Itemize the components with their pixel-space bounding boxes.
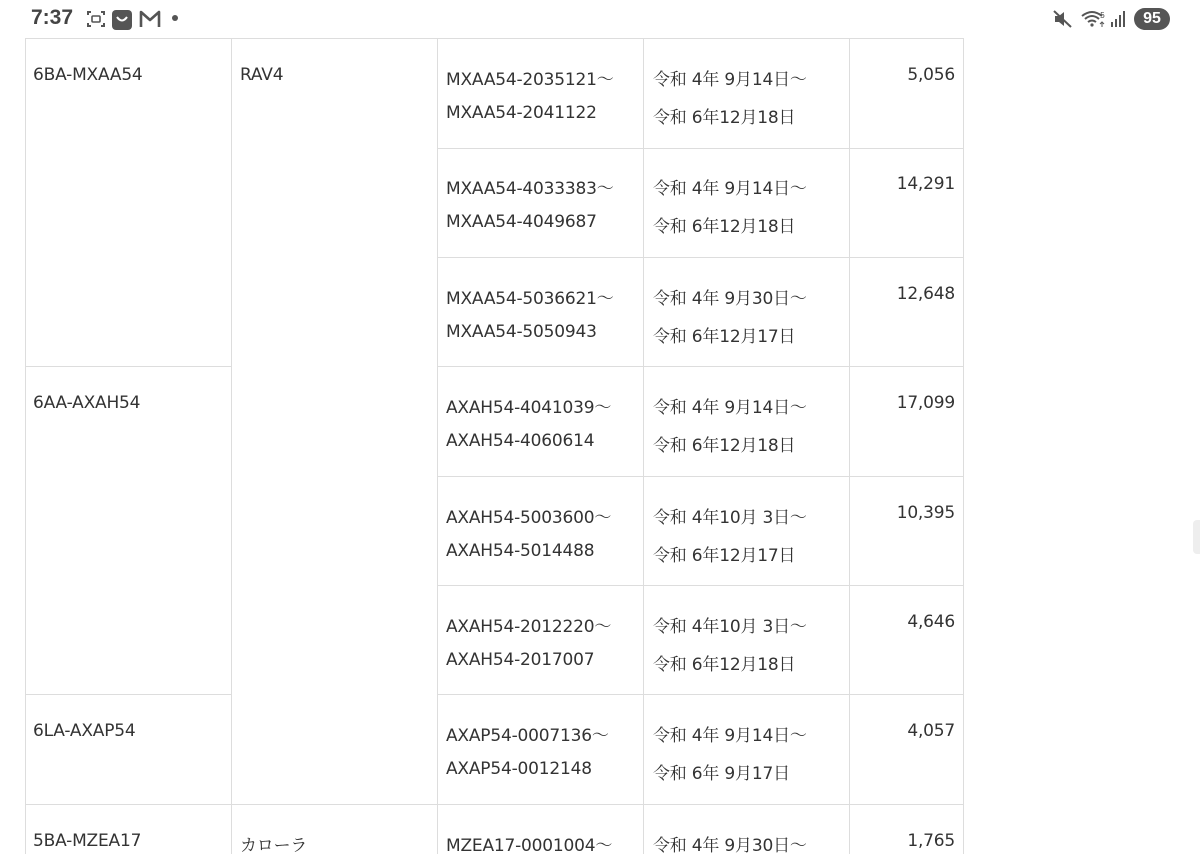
- date-to-cell: 令和 6年 9月17日: [653, 764, 790, 784]
- type-cell: 6BA-MXAA54: [33, 65, 143, 85]
- date-from-cell: 令和 4年 9月14日〜: [653, 398, 807, 418]
- serial-to-cell: MXAA54-4049687: [446, 212, 597, 232]
- svg-text:5: 5: [1100, 11, 1106, 20]
- gmail-icon: [139, 9, 161, 29]
- serial-to-cell: AXAH54-2017007: [446, 650, 595, 670]
- scroll-edge-handle[interactable]: [1193, 520, 1200, 554]
- serial-from-cell: MZEA17-0001004〜: [446, 836, 613, 856]
- mute-icon: [1052, 9, 1074, 29]
- count-cell: 5,056: [907, 65, 955, 85]
- date-to-cell: 令和 6年12月18日: [653, 436, 796, 456]
- signal-icon: [1110, 9, 1128, 29]
- count-cell: 14,291: [896, 174, 955, 194]
- serial-from-cell: MXAA54-2035121〜: [446, 70, 614, 90]
- battery-indicator: 95: [1134, 8, 1170, 30]
- screenshot-icon: [86, 9, 106, 29]
- serial-to-cell: MXAA54-5050943: [446, 322, 597, 342]
- status-time: 7:37: [31, 6, 74, 29]
- notification-dot-icon: [171, 14, 179, 22]
- serial-to-cell: AXAP54-0012148: [446, 759, 592, 779]
- serial-to-cell: AXAH54-5014488: [446, 541, 595, 561]
- date-to-cell: 令和 6年12月17日: [653, 327, 796, 347]
- type-cell: 6AA-AXAH54: [33, 393, 141, 413]
- count-cell: 17,099: [896, 393, 955, 413]
- serial-to-cell: AXAH54-4060614: [446, 431, 595, 451]
- date-to-cell: 令和 6年12月18日: [653, 108, 796, 128]
- count-cell: 1,765: [907, 831, 955, 851]
- count-cell: 12,648: [896, 284, 955, 304]
- date-from-cell: 令和 4年 9月30日〜: [653, 289, 807, 309]
- date-to-cell: 令和 6年12月17日: [653, 546, 796, 566]
- count-cell: 4,057: [907, 721, 955, 741]
- count-cell: 4,646: [907, 612, 955, 632]
- serial-to-cell: MXAA54-2041122: [446, 103, 597, 123]
- date-from-cell: 令和 4年 9月14日〜: [653, 70, 807, 90]
- serial-from-cell: AXAH54-4041039〜: [446, 398, 612, 418]
- date-to-cell: 令和 6年12月18日: [653, 217, 796, 237]
- type-cell: 6LA-AXAP54: [33, 721, 136, 741]
- serial-from-cell: AXAH54-5003600〜: [446, 508, 612, 528]
- status-bar: [0, 0, 1200, 38]
- date-to-cell: 令和 6年12月18日: [653, 655, 796, 675]
- count-cell: 10,395: [896, 503, 955, 523]
- model-cell: RAV4: [240, 65, 284, 85]
- type-cell: 5BA-MZEA17: [33, 831, 142, 851]
- date-from-cell: 令和 4年10月 3日〜: [653, 508, 807, 528]
- serial-from-cell: AXAH54-2012220〜: [446, 617, 612, 637]
- shopping-bag-icon: [111, 9, 133, 31]
- date-from-cell: 令和 4年 9月14日〜: [653, 726, 807, 746]
- wifi-icon: [1080, 9, 1108, 29]
- serial-from-cell: MXAA54-5036621〜: [446, 289, 614, 309]
- serial-from-cell: MXAA54-4033383〜: [446, 179, 614, 199]
- date-from-cell: 令和 4年10月 3日〜: [653, 617, 807, 637]
- date-from-cell: 令和 4年 9月30日〜: [653, 836, 807, 856]
- serial-from-cell: AXAP54-0007136〜: [446, 726, 609, 746]
- date-from-cell: 令和 4年 9月14日〜: [653, 179, 807, 199]
- model-cell: カローラ: [240, 836, 308, 856]
